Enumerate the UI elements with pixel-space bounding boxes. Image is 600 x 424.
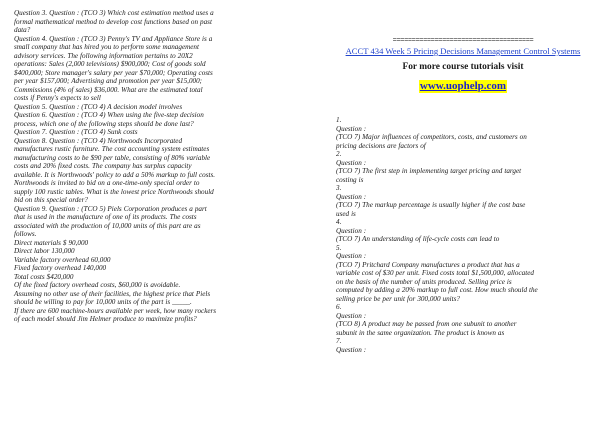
right-line: subunit in the same organization. The product is known as [336,328,505,337]
right-line: (TCO 7) Pritchard Company manufactures a product that has a [336,260,520,269]
left-line: small company that has hired you to perform some management [14,43,199,51]
left-line: available. It is Northwoods' policy to add a 50% markup to full costs. [14,170,216,179]
left-line: associated with the production of 10,000 units of this part are as [14,221,201,230]
right-line: Question : [336,311,367,320]
left-line: process, which one of the following steps should be done last? [14,119,194,128]
right-line: (TCO 7) Major influences of competitors, costs, and customers on [336,133,527,141]
right-line: 7. [336,337,342,345]
left-line: costs and 20% fixed costs. The company has surplus capacity [14,162,192,170]
document-title[interactable]: ACCT 434 Week 5 Pricing Decisions Management Control Systems [345,46,581,56]
right-line: (TCO 7) The markup percentage is usually higher if the cost base [336,201,526,209]
left-line: If there are 600 machine-hours available per week, how many rockers [14,306,217,315]
right-line: Question : [336,345,367,354]
left-line: formal mathematical method to develop cost functions based on past [14,17,212,26]
left-line: Variable factory overhead 60,000 [14,255,111,264]
right-line: used is [336,209,356,218]
left-line: Question 6. Question : (TCO 4) When using the five-step decision [14,111,204,119]
left-line: manufacturing costs to be $90 per table, consisting of 80% variable [14,153,211,162]
right-line: Question : [336,192,367,201]
more-tutorials-text: For more course tutorials visit [402,62,524,72]
site-link-wrap [336,76,590,94]
left-line: costs if Penny's expects to sell [14,94,101,102]
left-line: per year $157,000; Advertising and promotion per year $15,000; [14,77,203,85]
right-line: on the basis of the number of units produced. Selling price is [336,277,512,286]
right-line: Question : [336,124,367,133]
right-line: 6. [336,303,342,311]
right-line: costing is [336,175,364,184]
left-line: manufactures rustic furniture. The cost accounting system estimates [14,145,210,153]
left-line: Question 5. Question : (TCO 4) A decision model involves [14,102,183,111]
right-line: pricing decisions are factors of [336,141,426,150]
right-line: Question : [336,158,367,167]
left-line: follows. [14,230,37,238]
site-link[interactable]: www.uophelp.com [419,80,507,92]
divider-line: ===================================== [392,37,534,45]
left-line: Total costs $420,000 [14,272,74,281]
left-line: Direct labor 130,000 [14,247,75,255]
right-line: 5. [336,243,342,252]
right-line: 3. [336,184,342,192]
right-line: (TCO 8) A product may be passed from one subunit to another [336,320,517,328]
right-line: 1. [336,116,342,124]
right-line: Question : [336,252,367,260]
right-line: selling price be per unit for 300,000 units? [336,294,460,303]
left-line: Assuming no other use of their facilities, the highest price that Piels [14,289,211,298]
left-line: Question 8. Question : (TCO 4) Northwoods Incorporated [14,136,183,145]
right-line: (TCO 7) The first step in implementing target pricing and target [336,167,522,175]
left-line: Of the fixed factory overhead costs, $60,000 is avoidable. [14,281,181,289]
right-line: 2. [336,150,342,158]
left-line: Question 9. Question : (TCO 5) Piels Corporation produces a part [14,204,207,213]
left-line: Direct materials $ 90,000 [14,238,89,247]
left-line: operations: Sales (2,000 televisions) $900,000; Cost of goods sold [14,60,206,68]
left-line: Fixed factory overhead 140,000 [14,264,107,272]
left-line: Northwoods is invited to bid on a one-time-only special order to [14,179,200,187]
right-page [300,0,600,424]
left-line: advisory services. The following information pertains to 20X2 [14,51,193,60]
right-line: (TCO 7) An understanding of life-cycle costs can lead to [336,235,500,243]
left-line: supply 100 rustic tables. What is the lowest price Northwoods should [14,187,214,196]
right-line: 4. [336,218,342,226]
left-line: Question 4. Question : (TCO 3) Penny's TV and Appliance Store is a [14,34,213,43]
left-line: bid on this special order? [14,196,88,204]
left-line: should be willing to pay for 10,000 units of the part is _____. [14,298,192,306]
right-line: variable cost of $30 per unit. Fixed costs total $1,500,000, allocated [336,269,534,277]
left-line: $400,000; Store manager's salary per year $70,000; Operating costs [14,68,213,77]
left-line: Commissions (4% of sales) $36,000. What are the estimated total [14,85,203,94]
left-line: data? [14,26,31,34]
right-line: computed by adding a 20% markup to full cost. How much should the [336,286,538,294]
left-line: Question 7. Question : (TCO 4) Sunk costs [14,128,138,136]
left-line: of each model should Jim Helmer produce to maximize profits? [14,315,197,323]
left-page-text [14,9,292,324]
question-list [336,116,590,354]
left-line: Question 3. Question : (TCO 3) Which cost estimation method uses a [14,9,214,17]
left-line: that is used in the manufacture of one of its products. The costs [14,213,197,221]
right-line: Question : [336,226,367,235]
